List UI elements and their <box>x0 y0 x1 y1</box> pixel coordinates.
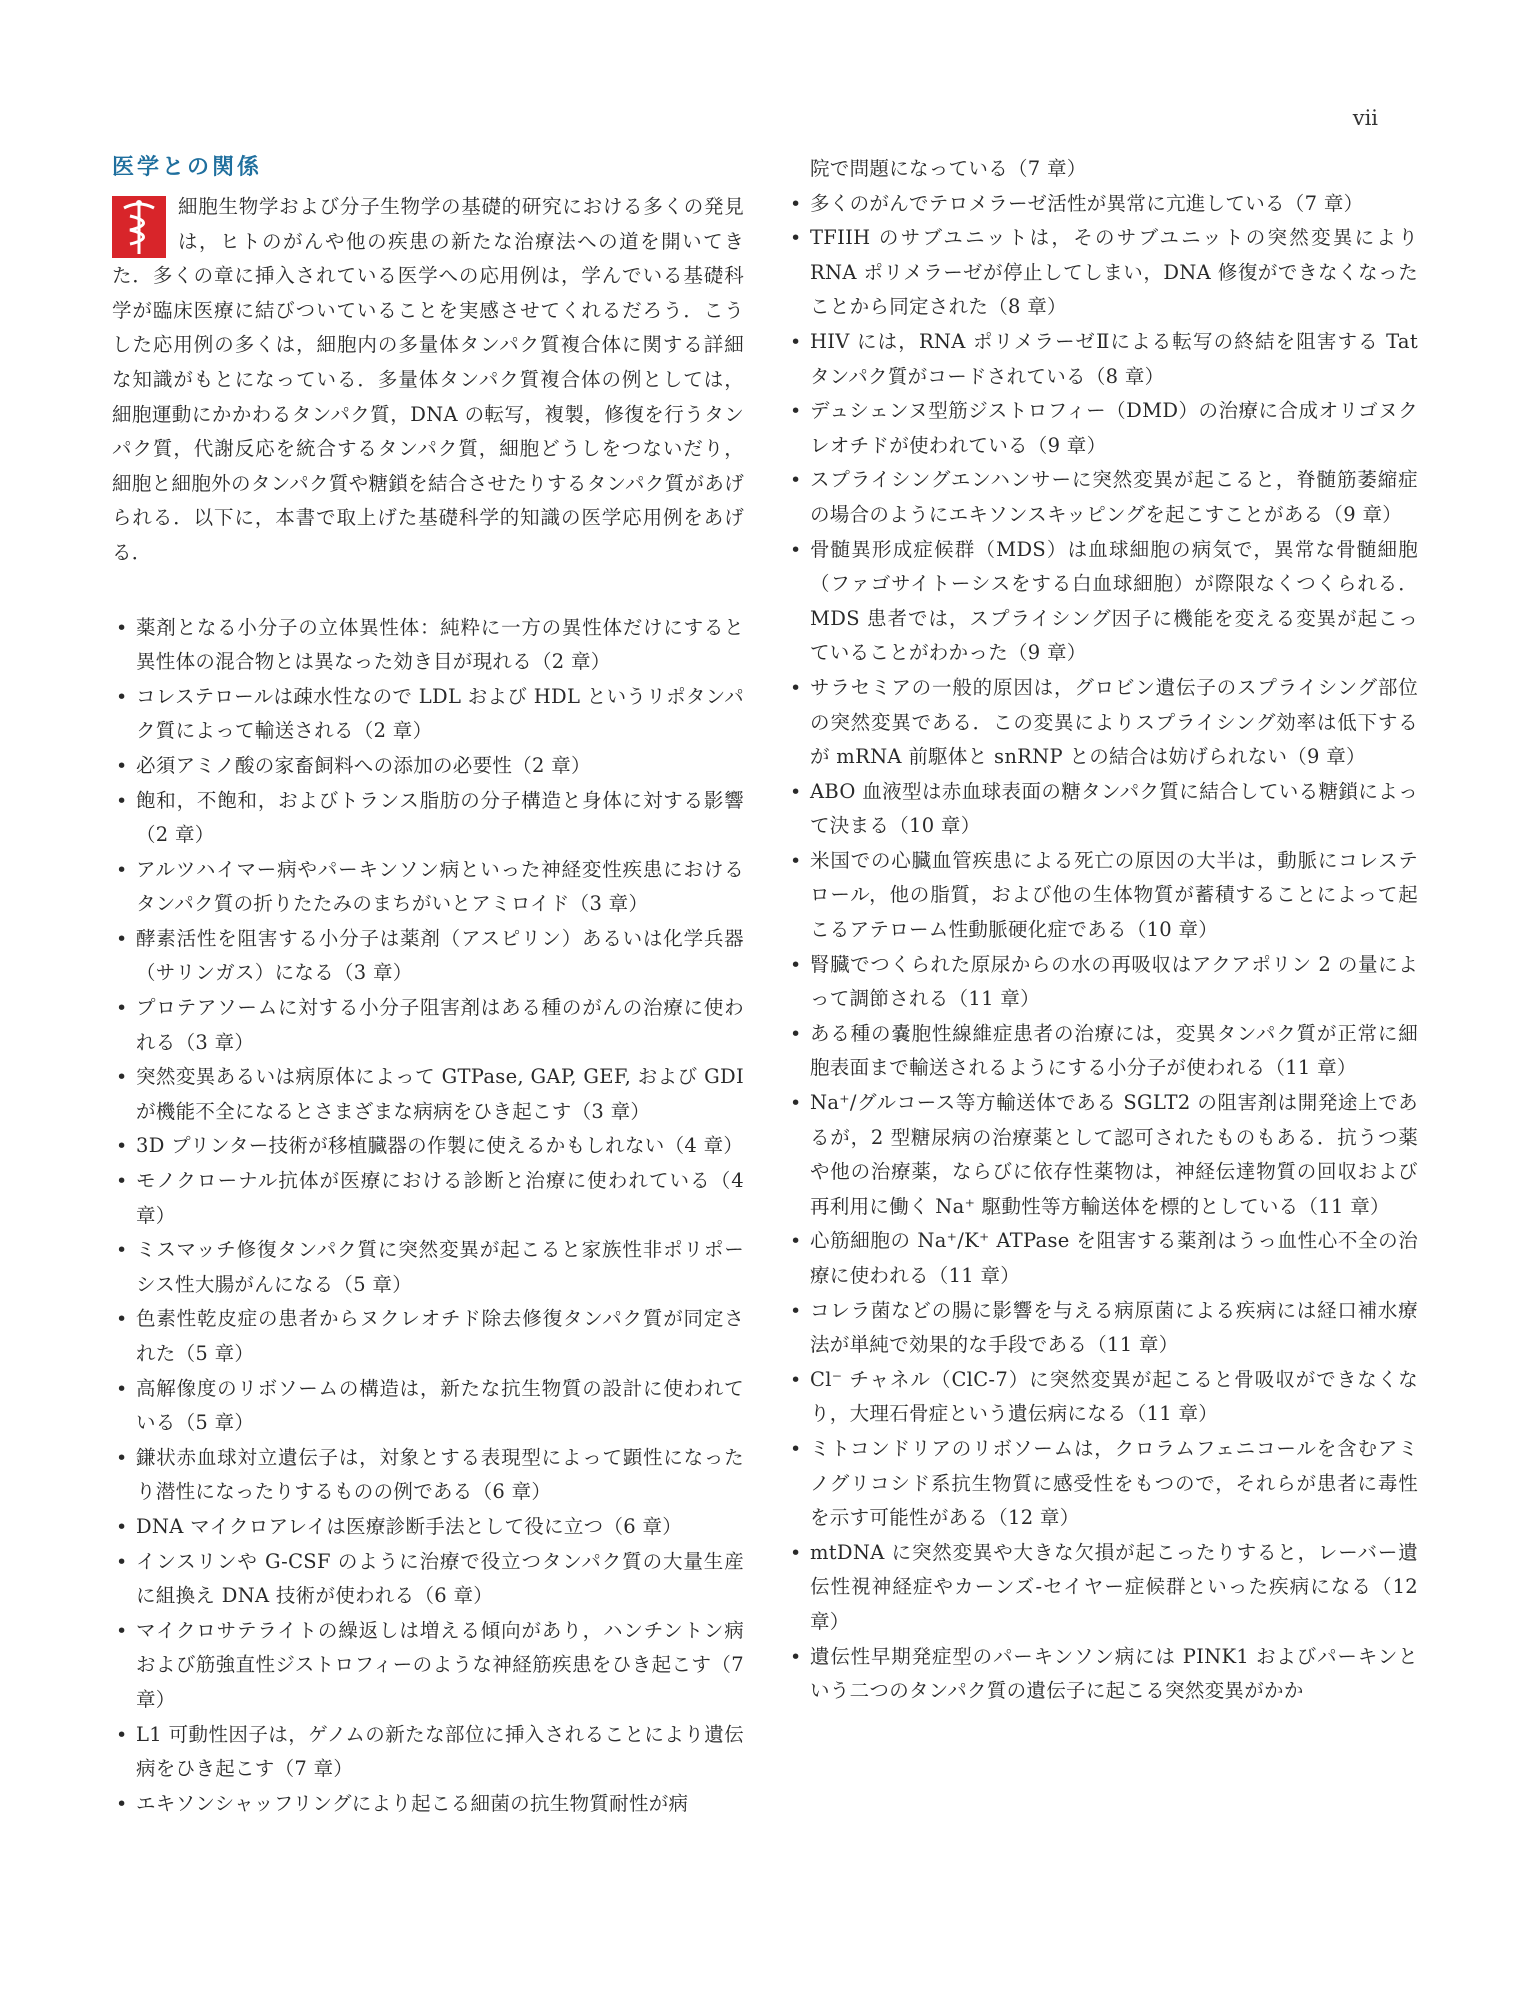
list-item-text: Cl⁻ チャネル（ClC-7）に突然変異が起こると骨吸収ができなくなり，大理石骨症という遺伝病になる（11 章） <box>810 1367 1418 1426</box>
bullet-icon: • <box>116 789 128 812</box>
continued-text: 院で問題になっている（7 章） <box>810 157 1087 180</box>
list-item <box>112 991 744 1060</box>
list-item-text: 突然変異あるいは病原体によって GTPase, GAP, GEF, および GDI が機能不全になるとさまざまな病病をひき起こす（3 章） <box>136 1065 744 1123</box>
list-item <box>786 671 1418 775</box>
list-item <box>786 1294 1418 1363</box>
bullet-icon: • <box>790 1645 802 1668</box>
list-item-text: マイクロサテライトの繰返しは増える傾向があり，ハンチントン病および筋強直性ジストロフィーのような神経筋疾患をひき起こす（7 章） <box>136 1618 744 1711</box>
bullet-icon: • <box>116 616 128 639</box>
list-item-text: モノクローナル抗体が医療における診断と治療に使われている（4 章） <box>136 1169 744 1227</box>
bullet-icon: • <box>116 1619 128 1642</box>
intro-text: 細胞生物学および分子生物学の基礎的研究における多くの発見は，ヒトのがんや他の疾患の新たな治療法への道を開いてきた．多くの章に挿入されている医学への応用例は，学んでいる基礎科学が臨床医療に結びついていることを実感させてくれるだろう．こうした応用例の多くは，細胞内の多量体タンパク質複合体に関する詳細な知識がもとになっている．多量体タンパク質複合体の例としては，細胞運動にかかわるタンパク質，DNA の転写，複製，修復を行うタンパク質，代謝反応を統合するタンパク質，細胞どうしをつないだり，細胞と細胞外のタンパク質や糖鎖を結合させたりするタンパク質があげられる．以下に，本書で取上げた基礎科学的知識の医学応用例をあげる． <box>112 195 744 564</box>
bullet-icon: • <box>116 1170 128 1193</box>
list-item-text: エキソンシャッフリングにより起こる細菌の抗生物質耐性が病 <box>136 1791 689 1815</box>
bullet-icon: • <box>790 849 802 872</box>
bullet-icon: • <box>790 780 802 803</box>
list-item-text: コレラ菌などの腸に影響を与える病原菌による疾病には経口補水療法が単純で効果的な手段である（11 章） <box>810 1298 1418 1357</box>
intro-block <box>112 190 744 571</box>
list-item-text: 必須アミノ酸の家畜飼料への添加の必要性（2 章） <box>136 753 591 777</box>
bullet-icon: • <box>790 1230 802 1253</box>
list-item-text: アルツハイマー病やパーキンソン病といった神経変性疾患におけるタンパク質の折りたたみのまちがいとアミロイド（3 章） <box>136 857 744 916</box>
list-item <box>786 394 1418 463</box>
list-item <box>786 1363 1418 1432</box>
list-item <box>112 1545 744 1614</box>
list-item <box>786 1432 1418 1536</box>
list-item-text: コレステロールは疎水性なので LDL および HDL というリポタンパク質によって輸送される（2 章） <box>136 684 744 743</box>
bullet-icon: • <box>790 1092 802 1115</box>
list-item-text: 色素性乾皮症の患者からヌクレオチド除去修復タンパク質が同定された（5 章） <box>136 1307 744 1365</box>
list-item <box>786 1017 1418 1086</box>
bullet-icon: • <box>116 1515 128 1538</box>
bullet-icon: • <box>116 1446 128 1469</box>
list-item <box>786 1536 1418 1640</box>
list-item <box>112 1614 744 1718</box>
list-item-text: ある種の嚢胞性線維症患者の治療には，変異タンパク質が正常に細胞表面まで輸送されるようにする小分子が使われる（11 章） <box>810 1021 1418 1080</box>
list-item <box>112 1302 744 1371</box>
list-item <box>786 948 1418 1017</box>
list-item <box>786 325 1418 394</box>
bullet-icon: • <box>116 1135 128 1158</box>
list-item <box>112 784 744 853</box>
list-item <box>786 221 1418 325</box>
list-item-text: サラセミアの一般的原因は，グロビン遺伝子のスプライシング部位の突然変異である．この変異によりスプライシング効率は低下するが mRNA 前駆体と snRNP との結合は妨げられない（9 章） <box>810 675 1418 769</box>
right-column <box>786 152 1418 1709</box>
bullet-icon: • <box>790 227 802 250</box>
list-item-text: 薬剤となる小分子の立体異性体：純粋に一方の異性体だけにすると異性体の混合物とは異なった効き目が現れる（2 章） <box>136 615 744 674</box>
list-item <box>786 775 1418 844</box>
bullet-icon: • <box>116 927 128 950</box>
list-item-text: 米国での心臓血管疾患による死亡の原因の大半は，動脈にコレステロール，他の脂質，および他の生体物質が蓄積することによって起こるアテローム性動脈硬化症である（10 章） <box>810 848 1418 942</box>
list-item-text: デュシェンヌ型筋ジストロフィー（DMD）の治療に合成オリゴヌクレオチドが使われている（9 章） <box>810 399 1418 457</box>
list-item <box>112 1787 744 1822</box>
section-title: 医学との関係 <box>112 155 263 180</box>
list-item <box>112 853 744 922</box>
bullet-icon: • <box>116 685 128 708</box>
left-column <box>112 152 744 1821</box>
list-item-text: HIV には，RNA ポリメラーゼⅡによる転写の終結を阻害する Tat タンパク質がコードされている（8 章） <box>810 329 1418 388</box>
list-item <box>786 463 1418 532</box>
right-bullet-list <box>786 187 1418 1709</box>
list-item <box>786 1086 1418 1224</box>
list-item <box>786 1224 1418 1293</box>
list-item <box>112 1718 744 1787</box>
list-item-text: 3D プリンター技術が移植臓器の作製に使えるかもしれない（4 章） <box>136 1134 744 1158</box>
list-item-text: プロテアソームに対する小分子阻害剤はある種のがんの治療に使われる（3 章） <box>136 996 744 1054</box>
list-item-text: 腎臓でつくられた原尿からの水の再吸収はアクアポリン 2 の量によって調節される（11 章） <box>810 952 1418 1011</box>
bullet-icon: • <box>790 676 802 699</box>
left-bullet-list <box>112 611 744 1822</box>
list-item <box>112 611 744 680</box>
list-item-text: L1 可動性因子は，ゲノムの新たな部位に挿入されることにより遺伝病をひき起こす（7 章） <box>136 1722 744 1781</box>
list-item <box>112 1129 744 1164</box>
list-item-text: スプライシングエンハンサーに突然変異が起こると，脊髄筋萎縮症の場合のようにエキソンスキッピングを起こすことがある（9 章） <box>810 468 1418 526</box>
bullet-icon: • <box>790 953 802 976</box>
list-item-text: 骨髄異形成症候群（MDS）は血球細胞の病気で，異常な骨髄細胞（ファゴサイトーシスをする白血球細胞）が際限なくつくられる．MDS 患者では，スプライシング因子に機能を変える変異が起こっていることがわかった（9 章） <box>810 537 1418 665</box>
list-item-text: Na⁺/グルコース等方輸送体である SGLT2 の阻害剤は開発途上であるが，2 型糖尿病の治療薬として認可されたものもある．抗うつ薬や他の治療薬，ならびに依存性薬物は，神経伝達物質の回収および再利用に働く Na⁺ 駆動性等方輸送体を標的としている（11 章） <box>810 1091 1418 1218</box>
bullet-icon: • <box>116 754 128 777</box>
bullet-icon: • <box>116 1792 128 1815</box>
page-number: vii <box>1352 106 1378 130</box>
list-item-text: インスリンや G-CSF のように治療で役立つタンパク質の大量生産に組換え DNA 技術が使われる（6 章） <box>136 1549 744 1608</box>
bullet-icon: • <box>790 330 802 353</box>
bullet-icon: • <box>116 1066 128 1089</box>
bullet-icon: • <box>790 400 802 423</box>
list-item-text: ミトコンドリアのリボソームは，クロラムフェニコールを含むアミノグリコシド系抗生物質に感受性をもつので，それらが患者に毒性を示す可能性がある（12 章） <box>810 1436 1418 1530</box>
bullet-icon: • <box>790 469 802 492</box>
list-item <box>112 922 744 991</box>
list-item <box>786 844 1418 948</box>
list-item <box>112 1372 744 1441</box>
list-item <box>112 1164 744 1233</box>
bullet-icon: • <box>116 1377 128 1400</box>
list-item <box>112 1060 744 1129</box>
bullet-icon: • <box>790 1299 802 1322</box>
bullet-icon: • <box>790 1022 802 1045</box>
bullet-icon: • <box>790 1368 802 1391</box>
list-item <box>786 1640 1418 1709</box>
bullet-icon: • <box>116 1239 128 1262</box>
list-item-text: DNA マイクロアレイは医療診断手法として役に立つ（6 章） <box>136 1514 683 1538</box>
list-item <box>112 1441 744 1510</box>
list-item <box>786 187 1418 222</box>
list-item-text: ミスマッチ修復タンパク質に突然変異が起こると家族性非ポリポーシス性大腸がんになる（5 章） <box>136 1238 744 1296</box>
caduceus-icon <box>112 196 166 258</box>
list-item <box>112 680 744 749</box>
bullet-icon: • <box>790 1541 802 1564</box>
bullet-icon: • <box>790 538 802 561</box>
list-item-text: TFIIH のサブユニットは，そのサブユニットの突然変異により RNA ポリメラーゼが停止してしまい，DNA 修復ができなくなったことから同定された（8 章） <box>810 226 1418 319</box>
list-item-text: ABO 血液型は赤血球表面の糖タンパク質に結合している糖鎖によって決まる（10 章） <box>810 779 1418 838</box>
list-item-text: mtDNA に突然変異や大きな欠損が起こったりすると，レーバー遺伝性視神経症やカーンズ-セイヤー症候群といった疾病になる（12 章） <box>810 1540 1418 1633</box>
list-item-text: 高解像度のリボソームの構造は，新たな抗生物質の設計に使われている（5 章） <box>136 1376 744 1435</box>
list-item <box>112 1510 744 1545</box>
list-item-text: 多くのがんでテロメラーゼ活性が異常に亢進している（7 章） <box>810 191 1364 215</box>
bullet-icon: • <box>116 997 128 1020</box>
list-item <box>112 749 744 784</box>
list-item <box>112 1233 744 1302</box>
list-item-text: 鎌状赤血球対立遺伝子は，対象とする表現型によって顕性になったり潜性になったりするものの例である（6 章） <box>136 1445 744 1504</box>
bullet-icon: • <box>116 858 128 881</box>
list-item <box>786 533 1418 671</box>
bullet-icon: • <box>116 1723 128 1746</box>
bullet-icon: • <box>116 1308 128 1331</box>
bullet-icon: • <box>790 1437 802 1460</box>
bullet-icon: • <box>790 192 802 215</box>
list-item-text: 心筋細胞の Na⁺/K⁺ ATPase を阻害する薬剤はうっ血性心不全の治療に使われる（11 章） <box>810 1229 1418 1287</box>
list-item-text: 酵素活性を阻害する小分子は薬剤（アスピリン）あるいは化学兵器（サリンガス）になる（3 章） <box>136 926 744 985</box>
list-item-text: 飽和，不飽和，およびトランス脂肪の分子構造と身体に対する影響（2 章） <box>136 788 744 847</box>
list-item-text: 遺伝性早期発症型のパーキンソン病には PINK1 およびパーキンという二つのタンパク質の遺伝子に起こる突然変異がかか <box>810 1644 1418 1703</box>
bullet-icon: • <box>116 1550 128 1573</box>
